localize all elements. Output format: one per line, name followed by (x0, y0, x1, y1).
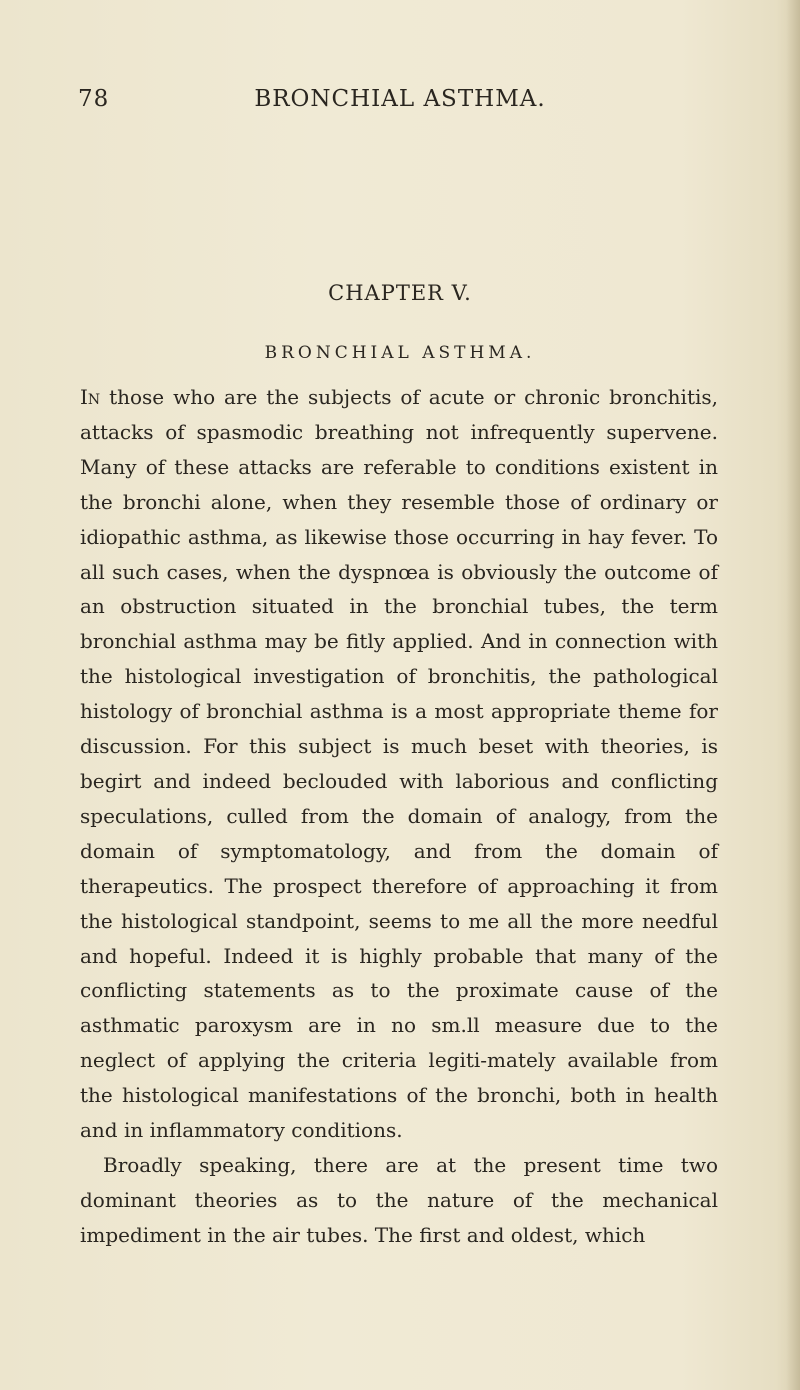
chapter-title: BRONCHIAL ASTHMA. (264, 343, 536, 363)
running-title: BRONCHIAL ASTHMA. (254, 86, 546, 112)
page-edge-shadow (786, 0, 800, 1390)
paragraph-1 (80, 380, 718, 1148)
paragraph-2-text: Broadly speaking, there are at the present time two dominant theories as to the nature of the mechanical impediment in the air tubes. The first and oldest, which (80, 1152, 718, 1247)
chapter-heading: CHAPTER V. (328, 281, 472, 305)
paragraph-1-text: those who are the subjects of acute or chronic bronchitis, attacks of spasmodic breathing not infrequently supervene. Many of these attacks are referable to conditions existent in the bronchi alone, when they resemble those of ordinary or idiopathic asthma, as likewise those occurring in hay fever. To all such cases, when the dyspnœa is obviously the outcome of an obstruction situated in the bronchial tubes, the term bronchial asthma may be fitly applied. And in connection with the histological investigation of bronchitis, the pathological histology of bronchial asthma is a most appropriate theme for discussion. For this subject is much beset with theories, is begirt and indeed beclouded with laborious and conflicting speculations, culled from the domain of analogy, from the domain of symptomatology, and from the domain of therapeutics. The prospect therefore of approaching it from the histological standpoint, seems to me all the more needful and hopeful. Indeed it is highly probable that many of the conflicting statements as to the proximate cause of the asthmatic paroxysm are in no sm.ll measure due to the neglect of applying the criteria legiti-mately available from the histological manifestations of the bronchi, both in health and in inflammatory conditions. (80, 385, 718, 1143)
body-text (80, 380, 718, 1253)
running-head (0, 86, 800, 118)
page-number: 78 (78, 86, 110, 112)
paragraph-1-lead: In (80, 385, 101, 409)
paragraph-2 (80, 1148, 718, 1253)
